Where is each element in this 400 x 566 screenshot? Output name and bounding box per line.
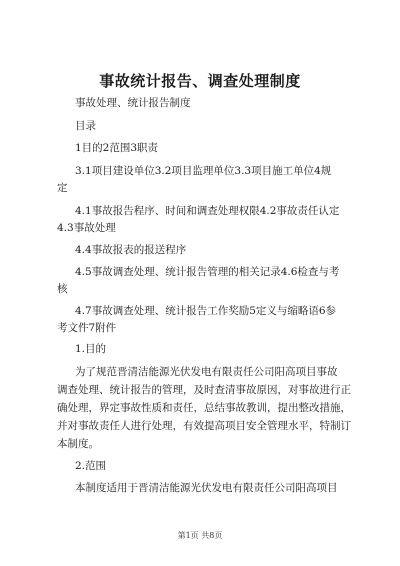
body-line: 本制度。 [57, 438, 99, 450]
document-title: 事故统计报告、调查处理制度 [99, 72, 301, 90]
toc-line: 3.1项目建设单位3.2项目监理单位3.3项目施工单位4规 [75, 165, 332, 177]
toc-line: 4.4事故报表的报送程序 [75, 244, 187, 256]
toc-line: 4.7事故调查处理、统计报告工作奖励5定义与缩略语6参 [75, 305, 337, 317]
body-line: 确处理，界定事故性质和责任，总结事故教训，提出整改措施， [57, 402, 351, 414]
toc-line-wrap: 考文件7附件 [57, 322, 117, 334]
body-line: 并对事故责任人进行处理，有效提高项目安全管理水平，特制订 [57, 420, 351, 432]
toc-line: 1目的2范围3职责 [75, 142, 159, 154]
toc-line-wrap: 核 [57, 283, 68, 295]
toc-line-wrap: 定 [57, 182, 68, 194]
body-line: 本制度适用于晋清洁能源光伏发电有限责任公司阳高项目 [75, 482, 338, 494]
body-line: 为了规范晋清洁能源光伏发电有限责任公司阳高项目事故 [75, 366, 338, 378]
toc-line-wrap: 4.3事故处理 [57, 222, 116, 234]
section-heading: 1.目的 [75, 343, 107, 355]
toc-line: 4.5事故调查处理、统计报告管理的相关记录4.6检查与考 [75, 266, 340, 278]
body-line: 调查处理、统计报告的管理，及时查清事故原因，对事故进行正 [57, 384, 351, 396]
toc-line: 4.1事故报告程序、时间和调查处理权限4.2事故责任认定 [75, 205, 340, 217]
section-heading: 2.范围 [75, 460, 107, 472]
subtitle-line: 事故处理、统计报告制度 [75, 97, 191, 109]
page-footer: 第1页 共8页 [177, 531, 223, 540]
toc-heading: 目录 [75, 120, 96, 132]
